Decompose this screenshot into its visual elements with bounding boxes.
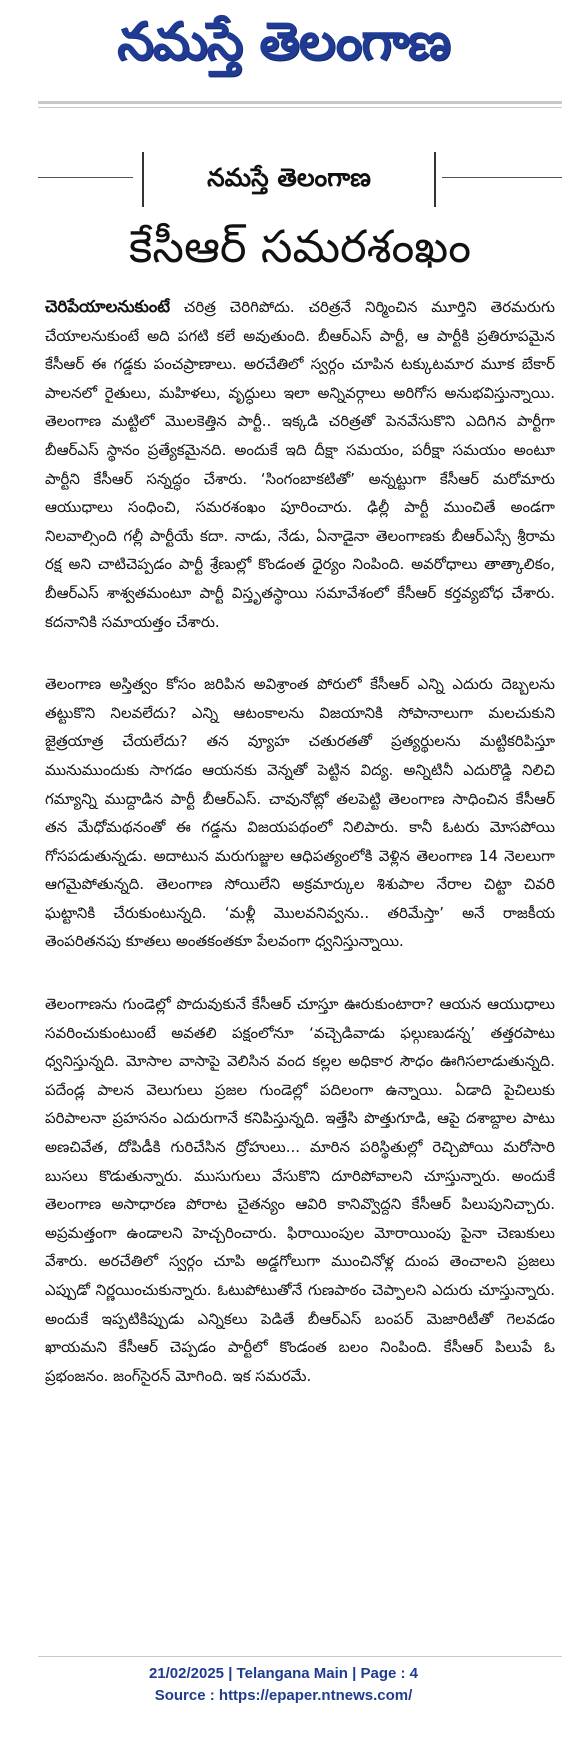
footer-source-link[interactable]: Source : https://epaper.ntnews.com/ <box>154 1687 413 1704</box>
article-paragraph: తెలంగాణ అస్తిత్వం కోసం జరిపిన అవిశ్రాంత పోరులో కేసీఆర్ ఎన్ని ఎదురు దెబ్బలను తట్టుకొని నిలవలేదు? ఎన్ని ఆటంకాలను విజయానికి సోపానాలుగా మలచుకుని జైత్రయాత్ర చేయలేదు? తన వ్యూహ చతురతతో ప్రత్యర్థులను మట్టికరిపిస్తూ మునుముందుకు సాగడం ఆయనకు వెన్నతో పెట్టిన విద్య. అన్నిటినీ ఎదురొడ్డి నిలిచి గమ్యాన్ని ముద్దాడిన పార్టీ బీఆర్‌ఎస్. చావునోట్లో తలపెట్టి తెలంగాణ సాధించిన కేసీఆర్ తన మేధోమథనంతో ఈ గడ్డను విజయపథంలో నిలిపారు. కానీ ఓటరు మోసపోయి గోసపడుతున్నడు. అదాటున మరుగుజ్జుల ఆధిపత్యంలోకి వెళ్లిన తెలంగాణ 14 నెలలుగా ఆగమైపోతున్నది. తెలంగాణ సోయిలేని అక్రమార్కుల శిశుపాల నేరాల చిట్టా చివరి ఘట్టానికి చేరుకుంటున్నది. ‘మళ్లీ మొలవనివ్వను.. తరిమేస్తా’ అనే రాజకీయ తెంపరితనపు కూతలు అంతకంతకూ పేలవంగా ధ్వనిస్తున్నాయి. <box>45 675 555 951</box>
footer-divider <box>38 1656 562 1657</box>
masthead-divider <box>38 101 562 104</box>
masthead-divider-thin <box>38 107 562 108</box>
page-footer <box>0 1663 567 1707</box>
article-paragraph-text: చరిత్ర చెరిగిపోదు. చరిత్రనే నిర్మించిన మూర్తిని తెరమరుగు చేయాలనుకుంటే అది పగటి కలే అవుతుంది. బీఆర్‌ఎస్ పార్టీ, ఆ పార్టీకి ప్రతిరూపమైన కేసీఆర్ ఈ గడ్డకు పంచప్రాణాలు. అరచేతిలో స్వర్గం చూపిన టక్కుటమార మూక బేకార్ పాలనలో రైతులు, మహిళలు, వృద్ధులు ఇలా అన్నివర్గాలు అరిగోస అనుభవిస్తున్నాయి. తెలంగాణ మట్టిలో మొలకెత్తిన పార్టీ.. ఇక్కడి చరిత్రతో పెనవేసుకొని ఎదిగిన పార్టీగా బీఆర్‌ఎస్ స్థానం ప్రత్యేకమైనది. అందుకే ఇది దీక్షా సమయం, పరీక్షా సమయం అంటూ పార్టీని కేసీఆర్ సన్నద్ధం చేశారు. ‘సింగంబాకటితో’ అన్నట్టుగా కేసీఆర్ మరోమారు ఆయుధాలు సంధించి, సమరశంఖం పూరించారు. ఢిల్లీ పార్టీ ముంచితే అండగా నిలవాల్సింది గల్లీ పార్టీయే కదా. నాడు, నేడు, ఏనాడైనా తెలంగాణకు బీఆర్‌ఎస్సే శ్రీరామ రక్ష అని చాటిచెప్పడం పార్టీ శ్రేణుల్లో కొండంత ధైర్యం నింపింది. అవరోధాలు తాత్కాలికం, బీఆర్‌ఎస్ శాశ్వతమంటూ పార్టీ విస్తృతస్థాయి సమావేశంలో కేసీఆర్ కర్తవ్యబోధ చేశారు. కదనానికి సమాయత్తం చేశారు. <box>45 298 555 631</box>
article-paragraph <box>45 293 555 636</box>
newspaper-logo: నమస్తే తెలంగాణ <box>117 12 450 72</box>
article-paragraph: తెలంగాణను గుండెల్లో పొదువుకునే కేసీఆర్ చూస్తూ ఊరుకుంటారా? ఆయన ఆయుధాలు సవరించుకుంటుంటే అవతలి పక్షంలోనూ ‘వచ్చెడివాడు ఫల్గుణుడన్న’ తత్తరపాటు ధ్వనిస్తున్నది. మోసాల వాసాపై వెలిసిన వంద కల్లల అధికార సౌధం ఊగిసలాడుతున్నది. పదేండ్ల పాలన వెలుగులు ప్రజల గుండెల్లో పదిలంగా ఉన్నాయి. ఏడాది పైచిలుకు పరిపాలనా ప్రహసనం ఎదురుగానే కనిపిస్తున్నది. ఇత్తేసి పొత్తుగూడి, ఆపై దశాబ్దాల పాటు అణచివేత, దోపిడీకి గురిచేసిన ద్రోహులు... మారిన పరిస్థితుల్లో రెచ్చిపోయి మరోసారి బుసలు కొడుతున్నారు. ముసుగులు వేసుకొని దూరిపోవాలని చూస్తున్నారు. అందుకే తెలంగాణ అసాధారణ పోరాట చైతన్యం ఆవిరి కానివ్వొద్దని కేసీఆర్ పిలుపునిచ్చారు. అప్రమత్తంగా ఉండాలని హెచ్చరించారు. ఫిరాయింపుల మోరాయింపు పైనా చెణుకులు వేశారు. అరచేతిలో స్వర్గం చూపి అడ్డగోలుగా ముంచినోళ్ల దుంప తెంచాలని ప్రజలు ఎప్పుడో నిర్ణయించుకున్నారు. ఓటుపోటుతోనే గుణపాఠం చెప్పాలని ఎదురు చూస్తున్నారు. అందుకే ఇప్పటికిప్పుడు ఎన్నికలు పెడితే బీఆర్‌ఎస్ బంపర్ మెజారిటీతో గెలవడం ఖాయమని కేసీఆర్ చెప్పడం పార్టీలో కొండంత బలం నింపింది. కేసీఆర్ పిలుపే ఓ ప్రభంజనం. జంగ్‌సైరన్ మోగింది. ఇక సమరమే. <box>45 995 555 1385</box>
article-headline: కేసీఆర్ సమరశంఖం <box>128 220 472 273</box>
section-rule-right <box>442 177 562 178</box>
section-label: నమస్తే తెలంగాణ <box>207 163 371 192</box>
section-rule-left <box>38 177 133 178</box>
footer-edition-info: 21/02/2025 | Telangana Main | Page : 4 <box>148 1665 419 1682</box>
masthead <box>0 0 567 80</box>
article-body <box>45 293 555 1424</box>
article-lead-in: చెరిపేయాలనుకుంటే <box>45 297 170 316</box>
section-header <box>142 152 436 207</box>
